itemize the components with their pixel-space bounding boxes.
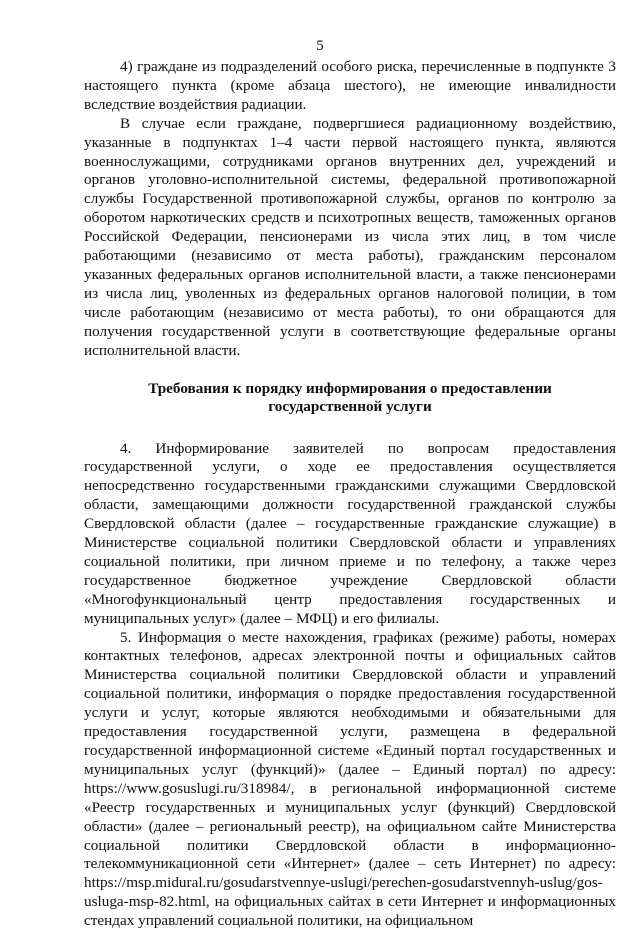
- paragraph-clause-4: 4. Информирование заявителей по вопросам предоставления государственной услуги, о ходе ее предоставления осуществляется непосредственно государственными гражданскими служащими Свердловской области, замещающими должности государственной гражданской службы Свердловской области (далее – государственные гражданские служащие) в Министерстве социальной политики Свердловской области и управлениях социальной политики, при личном приеме и по телефону, а также через государственное бюджетное учреждение Свердловской области «Многофункциональный центр предоставления государственных и муниципальных услуг» (далее – МФЦ) и его филиалы.: [84, 439, 616, 627]
- paragraph-clause-5: 5. Информация о месте нахождения, графиках (режиме) работы, номерах контактных телефонов, адресах электронной почты и официальных сайтов Министерства социальной политики Свердловской области и управлений социальной политики, информация о порядке предоставления государственной услуги и услуг, которые являются необходимыми и обязательными для предоставления государственной услуги, размещена в федеральной государственной информационной системе «Единый портал государственных и муниципальных услуг (функций)» (далее – Единый портал) по адресу: https://www.gosuslugi.ru/318984/, в региональной информационной системе «Реестр государственных и муниципальных услуг (функций) Свердловской области» (далее – региональный реестр), на официальном сайте Министерства социальной политики Свердловской области в информационно-телекоммуникационной сети «Интернет» (далее – сеть Интернет) по адресу: https://msp.midural.ru/gosudarstvennye-uslugi/perechen-gosudarstvennyh-uslug/gos-usluga-msp-82.html, на официальных сайтах в сети Интернет и информационных стендах управлений социальной политики, на официальном: [84, 628, 616, 930]
- section-heading: [84, 380, 616, 417]
- section-heading-line2: государственной услуги: [268, 398, 432, 415]
- page-number: 5: [316, 38, 324, 54]
- document-body: [84, 58, 616, 931]
- paragraph-item-4: 4) граждане из подразделений особого риска, перечисленные в подпункте 3 настоящего пункта (кроме абзаца шестого), не имеющие инвалидности вследствие воздействия радиации.: [84, 58, 616, 113]
- section-heading-line1: Требования к порядку информирования о предоставлении: [148, 379, 552, 397]
- paragraph-military-exception: В случае если граждане, подвергшиеся радиационному воздействию, указанные в подпунктах 1–4 части первой настоящего пункта, являются военнослужащими, сотрудниками органов внутренних дел, учреждений и органов уголовно-исполнительной системы, федеральной противопожарной службы Государственной противопожарной службы, органов по контролю за оборотом наркотических средств и психотропных веществ, таможенных органов Российской Федерации, пенсионерами из числа этих лиц, в том числе работающими (независимо от места работы), гражданским персоналом указанных федеральных органов исполнительной власти, а также пенсионерами из числа лиц, уволенных из федеральных органов налоговой полиции, в том числе работающим (независимо от места работы), то они обращаются для получения государственной услуги в соответствующие федеральные органы исполнительной власти.: [84, 114, 616, 359]
